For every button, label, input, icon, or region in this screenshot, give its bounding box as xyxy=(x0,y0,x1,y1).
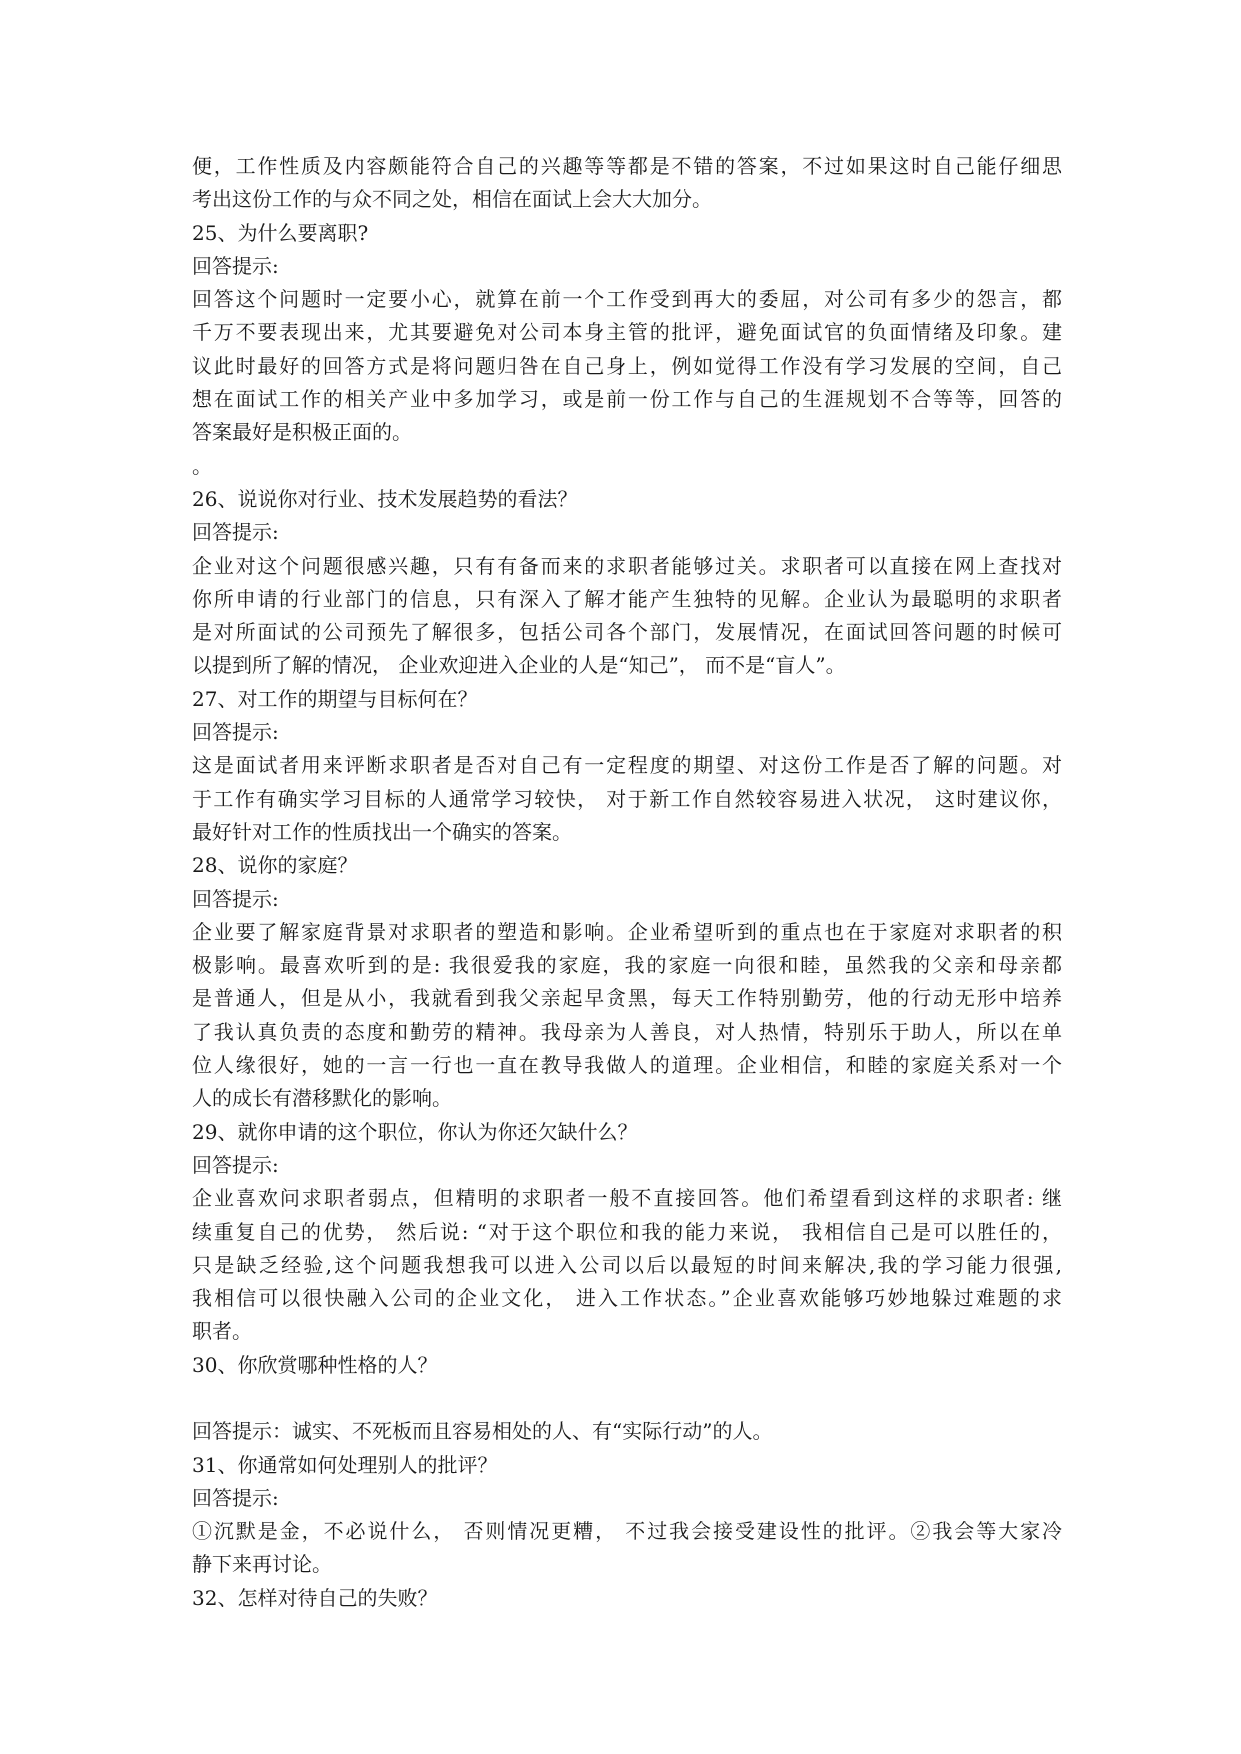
text-line: 想在面试工作的相关产业中多加学习，或是前一份工作与自己的生涯规划不合等等，回答的 xyxy=(192,387,1062,412)
text-line: 31、你通常如何处理别人的批评？ xyxy=(192,1452,498,1477)
text-line: 回答提示: xyxy=(192,886,279,911)
document-body xyxy=(192,150,1062,1615)
text-line: 极影响。最喜欢听到的是: 我很爱我的家庭，我的家庭一向很和睦，虽然我的父亲和母亲都 xyxy=(192,953,1062,978)
text-line: 回答提示: xyxy=(192,1485,279,1510)
text-line: 27、对工作的期望与目标何在？ xyxy=(192,686,478,711)
text-line: 企业对这个问题很感兴趣，只有有备而来的求职者能够过关。求职者可以直接在网上查找对 xyxy=(192,553,1062,578)
text-line: 回答提示: xyxy=(192,720,279,745)
text-line: 位人缘很好，她的一言一行也一直在教导我做人的道理。企业相信，和睦的家庭关系对一个 xyxy=(192,1053,1062,1078)
text-line: 静下来再讨论。 xyxy=(192,1552,332,1577)
text-line: 回答这个问题时一定要小心，就算在前一个工作受到再大的委屈，对公司有多少的怨言，都 xyxy=(192,287,1062,312)
text-line: 只是缺乏经验,这个问题我想我可以进入公司以后以最短的时间来解决,我的学习能力很强, xyxy=(192,1252,1062,1277)
text-line: 这是面试者用来评断求职者是否对自己有一定程度的期望、对这份工作是否了解的问题。对 xyxy=(192,753,1062,778)
text-line: 议此时最好的回答方式是将问题归咎在自己身上，例如觉得工作没有学习发展的空间，自己 xyxy=(192,353,1062,378)
text-line: 企业喜欢问求职者弱点，但精明的求职者一般不直接回答。他们希望看到这样的求职者: 继 xyxy=(192,1186,1062,1211)
text-line: 职者。 xyxy=(192,1319,252,1344)
text-line: 32、怎样对待自己的失败？ xyxy=(192,1585,438,1610)
text-line: 29、就你申请的这个职位，你认为你还欠缺什么？ xyxy=(192,1119,638,1144)
text-line: 千万不要表现出来，尤其要避免对公司本身主管的批评，避免面试官的负面情绪及印象。建 xyxy=(192,320,1062,345)
text-line: 是对所面试的公司预先了解很多，包括公司各个部门，发展情况，在面试回答问题的时候可 xyxy=(192,620,1062,645)
text-line: 便，工作性质及内容颇能符合自己的兴趣等等都是不错的答案，不过如果这时自己能仔细思 xyxy=(192,154,1062,178)
text-line: 回答提示: xyxy=(192,1152,279,1177)
text-line: 25、为什么要离职? xyxy=(192,220,369,245)
text-line: 是普通人，但是从小，我就看到我父亲起早贪黑，每天工作特别勤劳，他的行动无形中培养 xyxy=(192,986,1062,1011)
text-line: 你所申请的行业部门的信息，只有深入了解才能产生独特的见解。企业认为最聪明的求职者 xyxy=(192,586,1062,611)
text-line: 我相信可以很快融入公司的企业文化， 进入工作状态。”企业喜欢能够巧妙地躲过难题的求 xyxy=(192,1286,1062,1311)
text-line: 考出这份工作的与众不同之处，相信在面试上会大大加分。 xyxy=(192,187,712,212)
text-line: 以提到所了解的情况， 企业欢迎进入企业的人是“知己”， 而不是“盲人”。 xyxy=(192,653,846,678)
text-line: 人的成长有潜移默化的影响。 xyxy=(192,1086,452,1111)
text-line: 了我认真负责的态度和勤劳的精神。我母亲为人善良，对人热情，特别乐于助人，所以在单 xyxy=(192,1019,1062,1044)
text-line: 回答提示：诚实、不死板而且容易相处的人、有“实际行动”的人。 xyxy=(192,1419,773,1444)
text-line: ①沉默是金，不必说什么， 否则情况更糟， 不过我会接受建设性的批评。②我会等大家冷 xyxy=(192,1519,1062,1544)
text-line: 续重复自己的优势， 然后说: “对于这个职位和我的能力来说， 我相信自己是可以胜任的， xyxy=(192,1219,1062,1244)
text-line: 企业要了解家庭背景对求职者的塑造和影响。企业希望听到的重点也在于家庭对求职者的积 xyxy=(192,919,1062,944)
text-line: 回答提示: xyxy=(192,253,279,278)
text-line: 26、说说你对行业、技术发展趋势的看法？ xyxy=(192,486,578,511)
blank-line xyxy=(192,1382,1062,1415)
text-line: 于工作有确实学习目标的人通常学习较快， 对于新工作自然较容易进入状况， 这时建议你， xyxy=(192,786,1062,811)
text-line: 30、你欣赏哪种性格的人？ xyxy=(192,1352,438,1377)
text-line: 最好针对工作的性质找出一个确实的答案。 xyxy=(192,819,572,844)
text-line: 回答提示: xyxy=(192,520,279,545)
text-line: 答案最好是积极正面的。 xyxy=(192,420,412,445)
text-line: 28、说你的家庭？ xyxy=(192,853,358,878)
text-line: 。 xyxy=(192,453,212,478)
